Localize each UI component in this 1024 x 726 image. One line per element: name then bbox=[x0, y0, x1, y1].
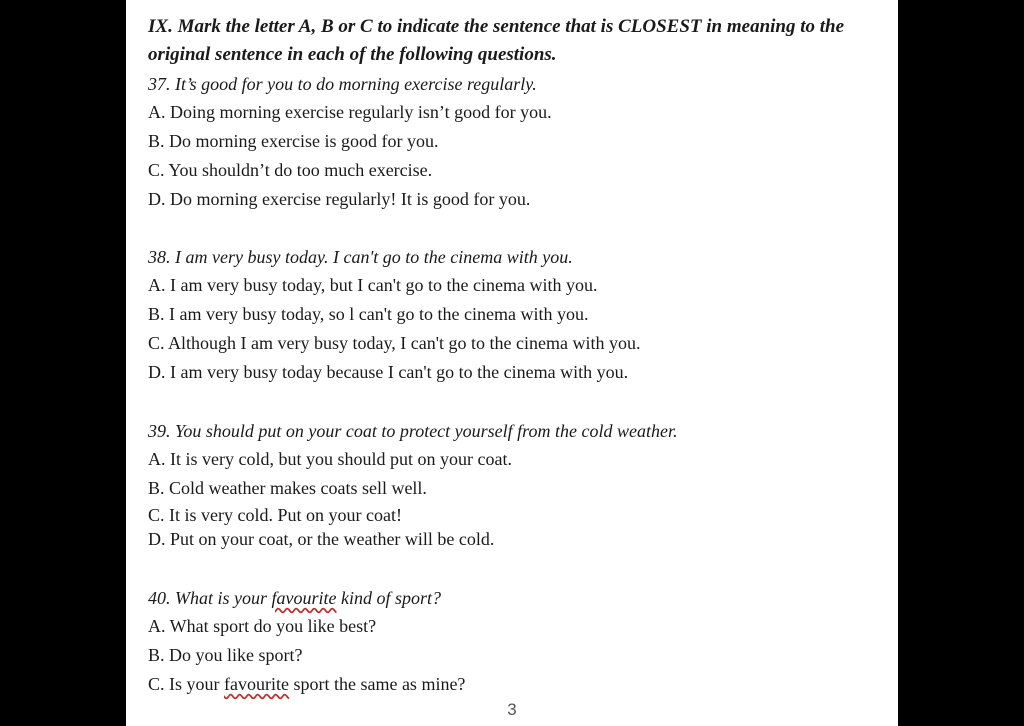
option-a: A. What sport do you like best? bbox=[148, 616, 377, 636]
question-stem: 39. You should put on your coat to protect yourself from the cold weather. bbox=[148, 421, 678, 441]
option-b: B. I am very busy today, so l can't go to the cinema with you. bbox=[148, 304, 589, 324]
spellcheck-word: favourite bbox=[271, 588, 337, 608]
question-37 bbox=[148, 70, 888, 214]
question-stem: 37. It’s good for you to do morning exercise regularly. bbox=[148, 74, 537, 94]
option-c: C. Although I am very busy today, I can't go to the cinema with you. bbox=[148, 333, 641, 353]
option-a: A. I am very busy today, but I can't go to the cinema with you. bbox=[148, 275, 598, 295]
question-38 bbox=[148, 243, 888, 387]
option-text-end: sport the same as mine? bbox=[288, 674, 466, 694]
option-d: D. I am very busy today because I can't go to the cinema with you. bbox=[148, 362, 629, 382]
question-stem bbox=[148, 584, 888, 612]
section-heading: IX. Mark the letter A, B or C to indicate the sentence that is CLOSEST in meaning to the original sentence in each of the following questions. bbox=[148, 16, 845, 65]
option-c: C. You shouldn’t do too much exercise. bbox=[148, 160, 433, 180]
stem-text-end: kind of sport? bbox=[336, 588, 442, 608]
option-b: B. Cold weather makes coats sell well. bbox=[148, 478, 427, 498]
option-b: B. Do morning exercise is good for you. bbox=[148, 131, 439, 151]
stem-text-start: 40. What is your bbox=[148, 588, 272, 608]
worksheet-page bbox=[126, 0, 898, 726]
option-a: A. Doing morning exercise regularly isn’t good for you. bbox=[148, 102, 552, 122]
question-stem: 38. I am very busy today. I can't go to the cinema with you. bbox=[148, 247, 573, 267]
option-text-start: C. Is your bbox=[148, 674, 224, 694]
option-c: C. It is very cold. Put on your coat! bbox=[148, 505, 402, 525]
spellcheck-word: favourite bbox=[224, 674, 289, 694]
option-d: D. Put on your coat, or the weather will be cold. bbox=[148, 529, 495, 549]
option-d: D. Do morning exercise regularly! It is good for you. bbox=[148, 189, 531, 209]
option-c bbox=[148, 670, 888, 699]
question-40 bbox=[148, 584, 888, 699]
question-39 bbox=[148, 417, 888, 551]
option-a: A. It is very cold, but you should put on your coat. bbox=[148, 449, 512, 469]
page-number: 3 bbox=[507, 700, 517, 719]
option-b: B. Do you like sport? bbox=[148, 645, 303, 665]
